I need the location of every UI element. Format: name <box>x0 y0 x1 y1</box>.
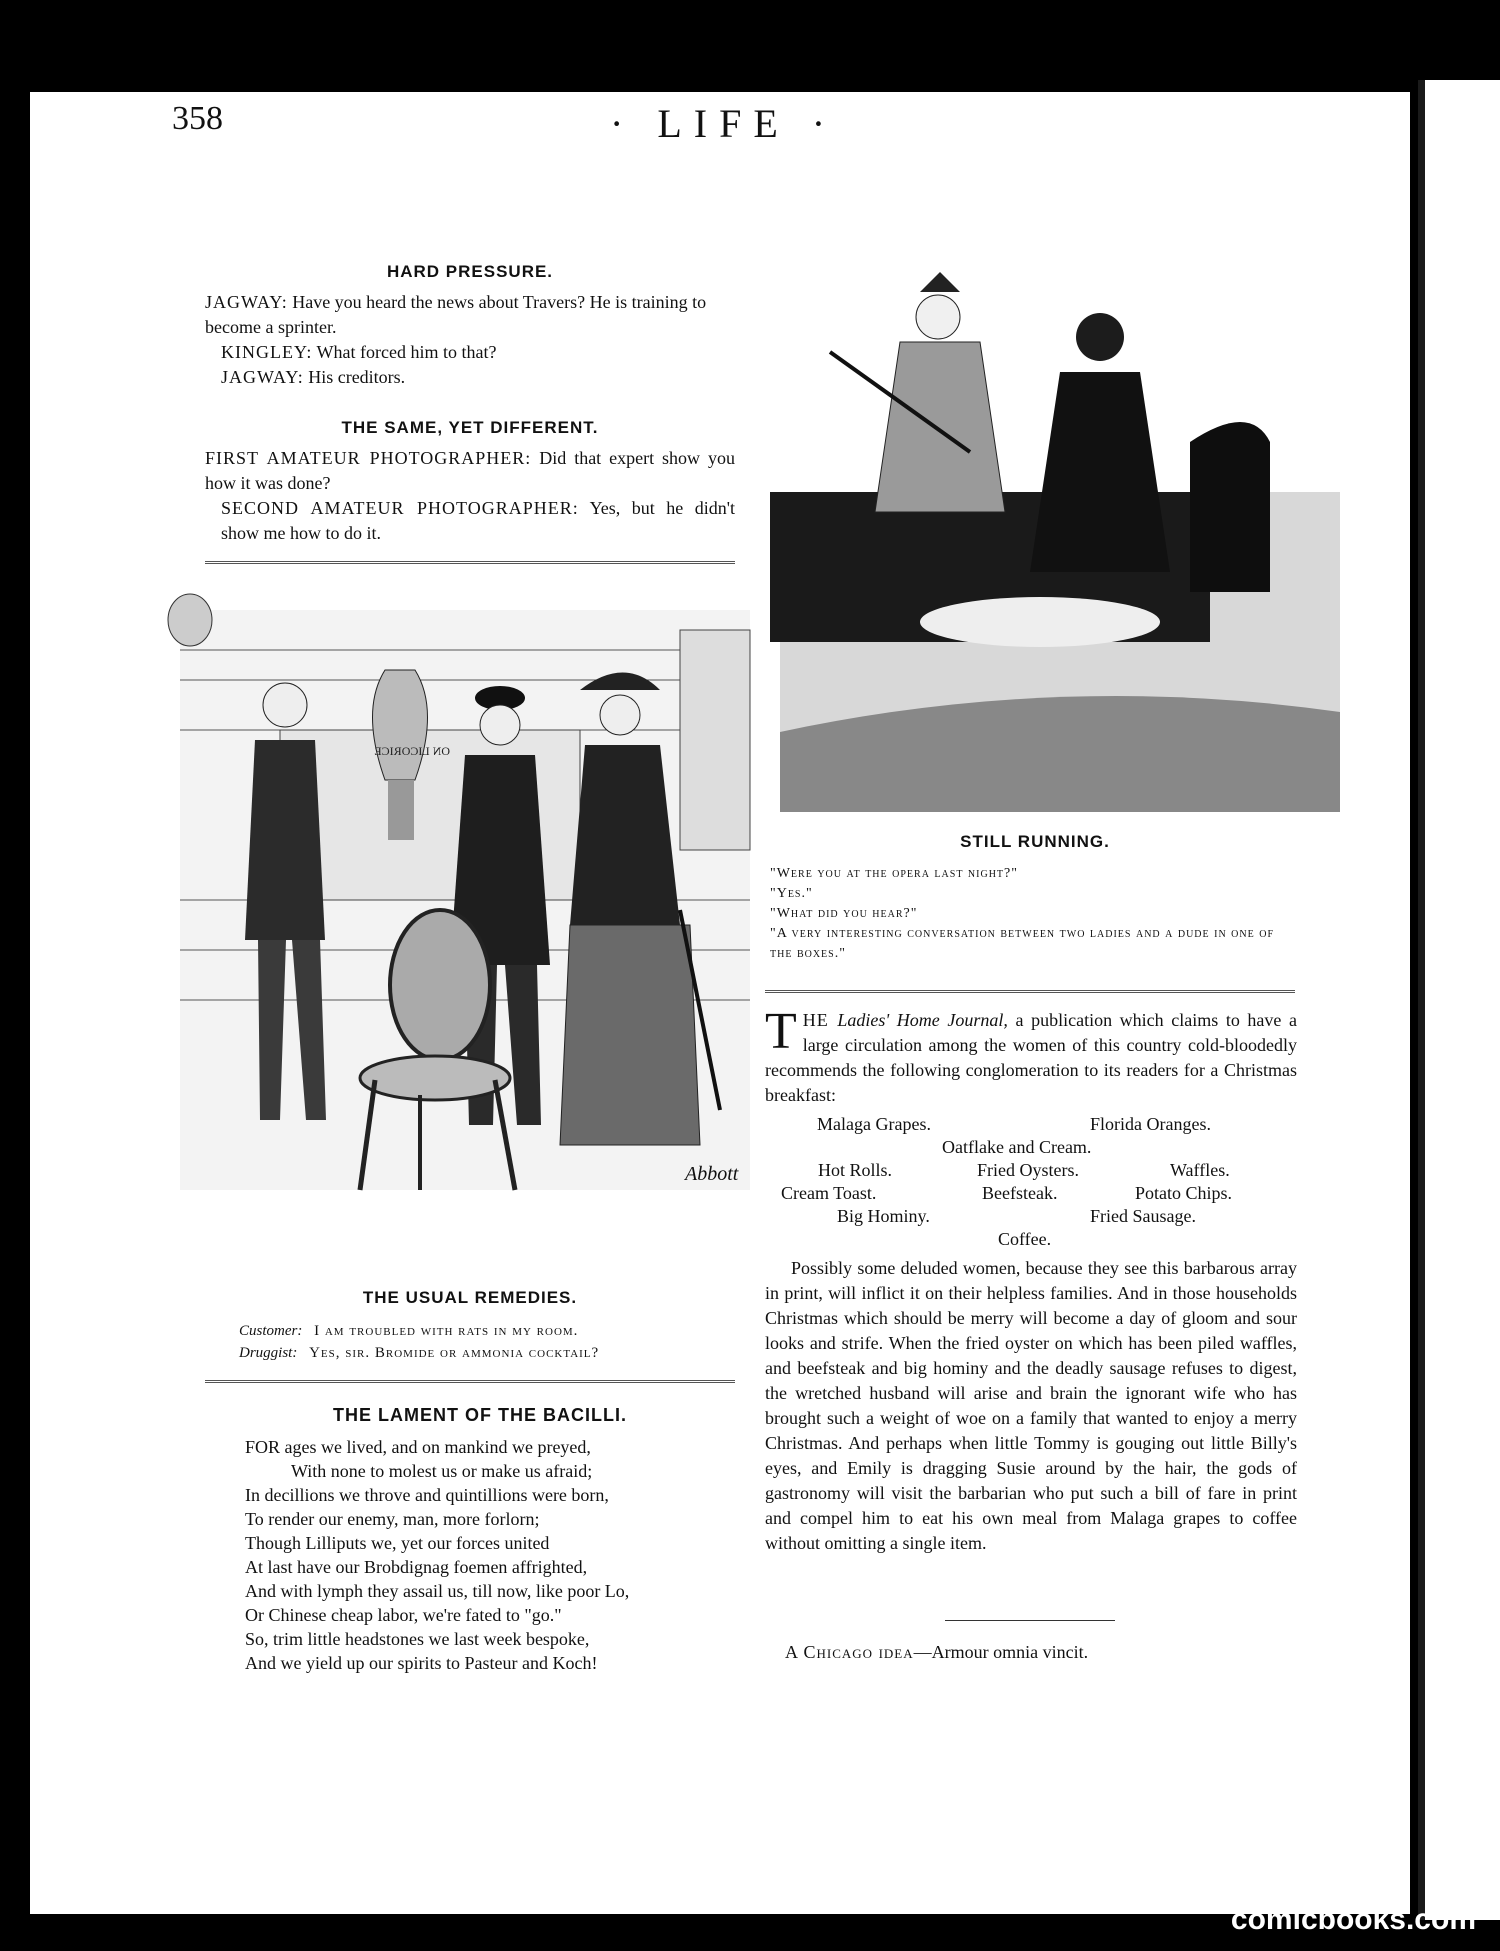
poem-line: So, trim little headstones we last week bespoke, <box>245 1629 590 1649</box>
menu-item: Coffee. <box>998 1229 1052 1249</box>
dialogue-line: "What did you hear?" <box>770 906 918 921</box>
caption-line <box>239 1342 735 1364</box>
poem-line: FOR ages we lived, and on mankind we preyed, <box>245 1437 591 1457</box>
intro-start: HE <box>802 1010 838 1030</box>
dialogue-line <box>205 446 735 496</box>
pharmacy-illustration <box>160 590 760 1210</box>
usual-remedies-title: THE USUAL REMEDIES. <box>362 1288 578 1307</box>
speaker: JAGWAY: <box>205 292 288 312</box>
section-divider <box>205 1380 735 1383</box>
same-yet-different-title: THE SAME, YET DIFFERENT. <box>341 418 599 437</box>
menu-item: Oatflake and Cream. <box>942 1137 1092 1157</box>
dialogue-line <box>205 496 735 546</box>
drop-cap: T <box>765 1003 797 1060</box>
lament-section <box>245 1403 715 1675</box>
caption-line <box>239 1320 735 1342</box>
menu-item: Hot Rolls. <box>818 1160 893 1180</box>
dialogue-line <box>205 365 735 390</box>
customer-text: I am troubled with rats in my room. <box>314 1323 579 1339</box>
poem-line: Though Lilliputs we, yet our forces united <box>245 1533 550 1553</box>
journal-intro <box>765 1003 1298 1108</box>
line-text: Yes, but he didn't show me how to do it. <box>221 498 735 543</box>
menu-item: Beefsteak. <box>982 1183 1058 1203</box>
breakfast-menu <box>765 1114 1297 1250</box>
menu-item: Malaga Grapes. <box>817 1114 931 1134</box>
line-text: Have you heard the news about Travers? He is training to become a sprinter. <box>205 292 707 337</box>
customer-label: Customer: <box>239 1323 303 1339</box>
section-divider <box>765 990 1295 993</box>
same-yet-different-section <box>205 418 735 546</box>
dialogue-line: "Yes." <box>770 886 813 901</box>
dialogue-line <box>205 340 735 365</box>
still-running-title: STILL RUNNING. <box>960 832 1110 851</box>
journal-name: Ladies' Home Journal, <box>837 1010 1008 1030</box>
artist-signature: Abbott <box>685 1163 739 1185</box>
poem-line: In decillions we throve and quintillions were born, <box>245 1485 609 1505</box>
menu-item: Fried Oysters. <box>977 1160 1079 1180</box>
menu-item: Fried Sausage. <box>1090 1206 1196 1226</box>
speaker: KINGLEY: <box>221 342 313 362</box>
intro-rest: a publication which claims to have a large circulation among the women of this country cold-bloodedly recommends the following conglomeration to its readers for a Christmas breakfast: <box>765 1010 1298 1105</box>
opera-box-illustration <box>770 262 1370 837</box>
ladies-journal-section <box>765 1003 1298 1556</box>
hard-pressure-title: HARD PRESSURE. <box>386 262 554 281</box>
poem-line: And we yield up our spirits to Pasteur and Koch! <box>245 1653 598 1673</box>
menu-item: Potato Chips. <box>1135 1183 1233 1203</box>
line-text: What forced him to that? <box>316 342 497 362</box>
adjacent-page-edge <box>1418 80 1500 1920</box>
usual-remedies-section <box>205 1288 735 1364</box>
poem-line: To render our enemy, man, more forlorn; <box>245 1509 540 1529</box>
masthead: · LIFE · <box>610 101 838 146</box>
sign-text: ON LICORICE <box>374 744 450 758</box>
hard-pressure-section <box>205 262 735 390</box>
journal-body: Possibly some deluded women, because they see this barbarous array in print, will inflict it on their helpless families. And in those households Christmas which should be merry will become a day of gloom and sour looks and strife. When the fried oyster on which has been piled waffles, and beefsteak and big hominy and the deadly sausage refuses to digest, the wretched husband will arise and brain the ignorant wife who has brought such a weight of woe on a family that wanted to enjoy a merry Christmas. And perhaps when little Tommy is gouging out little Billy's eyes, and Emily is dragging Susie around by the hair, the gods of gastronomy will visit the barbarian who put such a bill of fare in print and compel him to eat his own meal from Malaga grapes to coffee without omitting a single item. <box>765 1258 1297 1553</box>
speaker: JAGWAY: <box>221 367 304 387</box>
poem-line: With none to molest us or make us afraid; <box>291 1461 593 1481</box>
menu-item: Cream Toast. <box>781 1183 877 1203</box>
poem-line: At last have our Brobdignag foemen affrighted, <box>245 1557 588 1577</box>
poem-line: And with lymph they assail us, till now, like poor Lo, <box>245 1581 630 1601</box>
chicago-idea <box>785 1640 1285 1665</box>
site-watermark: comicbooks.com <box>1230 1903 1476 1936</box>
dialogue-line <box>205 290 735 340</box>
poem-line: Or Chinese cheap labor, we're fated to "go." <box>245 1605 562 1625</box>
short-divider <box>945 1620 1115 1621</box>
line-text: His creditors. <box>308 367 406 387</box>
line-text: Did that expert show you how it was done? <box>205 448 736 493</box>
menu-item: Florida Oranges. <box>1090 1114 1211 1134</box>
dialogue-line: "A very interesting conversation between two ladies and a dude in one of the boxes." <box>770 926 1275 961</box>
lament-title: THE LAMENT OF THE BACILLI. <box>333 1405 627 1425</box>
still-running-section <box>770 832 1300 964</box>
menu-item: Waffles. <box>1170 1160 1230 1180</box>
speaker: FIRST AMATEUR PHOTOGRAPHER: <box>205 448 532 468</box>
dialogue-line: "Were you at the opera last night?" <box>770 866 1018 881</box>
chicago-text: —Armour omnia vincit. <box>913 1642 1089 1662</box>
druggist-text: Yes, sir. Bromide or ammonia cocktail? <box>309 1345 600 1361</box>
druggist-label: Druggist: <box>239 1345 298 1361</box>
page-number: 358 <box>172 100 223 137</box>
section-divider <box>205 561 735 564</box>
speaker: SECOND AMATEUR PHOTOGRAPHER: <box>221 498 579 518</box>
chicago-label: A Chicago idea <box>785 1642 914 1662</box>
menu-item: Big Hominy. <box>837 1206 930 1226</box>
